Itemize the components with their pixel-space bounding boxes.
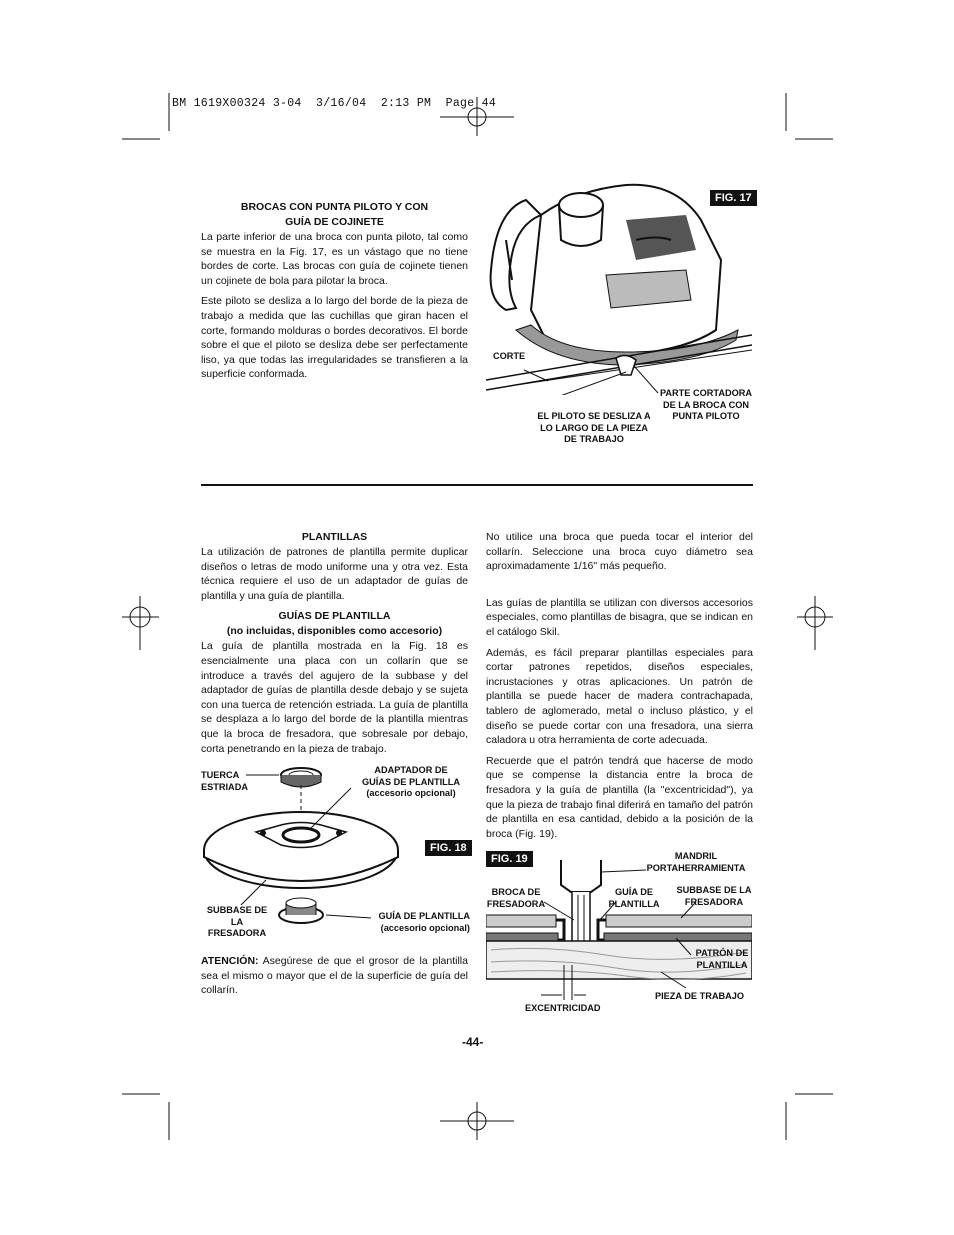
label-knurled-nut: TUERCA ESTRIADA xyxy=(201,770,248,792)
label-router-subbase: SUBBASE DE LA FRESADORA xyxy=(676,885,752,907)
label-pilot-slides: EL PILOTO SE DESLIZA A LO LARGO DE LA PIEZA DE TRABAJO xyxy=(537,411,651,444)
paragraph: La parte inferior de una broca con punta piloto, tal como se muestra en la Fig. 17, es un vástago que no tiene bordes de corte. Las brocas con guía de cojinete tienen un cojinete de bola para pilotar la broca. xyxy=(201,231,468,287)
registration-mark-right xyxy=(797,596,833,650)
printer-slug: BM 1619X00324 3-04 3/16/04 2:13 PM Page 44 xyxy=(172,97,497,110)
figure-tag: FIG. 19 xyxy=(486,851,533,867)
section-pilot-bits xyxy=(201,200,468,388)
paragraph: Este piloto se desliza a lo largo del borde de la pieza de trabajo a medida que las cuchillas que giran hacen el corte, formando molduras o bordes decorativos. El borde sobre el que el piloto se desliza debe ser perfectamente liso, ya que todas las irregularidades se transfieren a la superficie conformada. xyxy=(201,295,468,381)
attention-text: Asegúrese de que el grosor de la plantilla sea el mismo o mayor que el de la superficie de guía del collarín. xyxy=(201,955,468,997)
paragraph: No utilice una broca que pueda tocar el interior del collarín. Seleccione una broca cuyo diámetro sea aproximadamente 1/16" más pequeño. xyxy=(486,531,753,573)
attention-note xyxy=(201,954,468,998)
label-template-pattern: PATRÓN DE PLANTILLA xyxy=(695,948,749,970)
fig17-router-illustration xyxy=(486,180,752,395)
label-template-guide: GUÍA DE PLANTILLA (accesorio opcional) xyxy=(378,911,470,933)
section-divider xyxy=(201,484,753,486)
registration-mark-left xyxy=(122,596,159,650)
label-template-guide: GUÍA DE PLANTILLA xyxy=(608,887,660,909)
paragraph: Recuerde que el patrón tendrá que hacerse de modo que se compense la distancia entre la broca de fresadora y la guía de plantilla (la "excentricidad"), ya que la pieza de trabajo final diferirá en tamaño del patrón de plantilla en esa cantidad, debido a la posición de la broca (Fig. 19). xyxy=(486,754,753,840)
label-collet: MANDRIL PORTAHERRAMIENTA xyxy=(646,851,746,873)
label-cutting-part: PARTE CORTADORA DE LA BROCA CON PUNTA PILOTO xyxy=(659,388,753,421)
label-router-bit: BROCA DE FRESADORA xyxy=(486,887,546,909)
registration-mark-bottom xyxy=(440,1102,514,1140)
section-templates xyxy=(201,530,468,762)
figure-tag: FIG. 17 xyxy=(710,190,757,206)
figure-tag: FIG. 18 xyxy=(425,840,472,856)
paragraph: La guía de plantilla mostrada en la Fig. 18 es esencialmente una placa con un collarín que se introduce a través del agujero de la subbase y del adaptador de guías de plantilla desde debajo y se sujeta con una tuerca de retención estriada. La guía de plantilla se desplaza a lo largo del borde de la plantilla mientras que la broca de fresadora, que sobresale por debajo, corta penetrando en la pieza de trabajo. xyxy=(201,640,468,755)
label-corte: CORTE xyxy=(493,351,526,361)
sub-heading: GUÍAS DE PLANTILLA xyxy=(278,610,391,623)
attention-label: ATENCIÓN: xyxy=(201,955,259,967)
label-guide-adapter: ADAPTADOR DE GUÍAS DE PLANTILLA (accesorio opcional) xyxy=(362,765,460,798)
paragraph: La utilización de patrones de plantilla permite duplicar diseños o letras de modo uniforme una y otra vez. Esta técnica requiere el uso de un adaptador de guías de plantilla y una guía de plantilla. xyxy=(201,546,468,602)
section-heading: BROCAS CON PUNTA PILOTO Y CON GUÍA DE COJINETE xyxy=(240,201,429,228)
label-workpiece: PIEZA DE TRABAJO xyxy=(655,991,744,1001)
label-router-subbase: SUBBASE DE LA FRESADORA xyxy=(206,905,268,938)
section-heading: PLANTILLAS xyxy=(301,531,368,543)
right-column-text xyxy=(486,530,753,847)
fig19-offset-diagram xyxy=(486,860,752,1000)
label-offset: EXCENTRICIDAD xyxy=(525,1003,601,1013)
paragraph: Las guías de plantilla se utilizan con diversos accesorios especiales, como plantillas de bisagra, que se indican en el catálogo Skil. xyxy=(486,596,753,638)
sub-heading-note: (no incluidas, disponibles como accesorio) xyxy=(226,625,443,638)
page-number: -44- xyxy=(462,1035,484,1049)
paragraph: Además, es fácil preparar plantillas especiales para cortar patrones repetidos, diseños especiales, incrustaciones y otras aplicaciones. Un patrón de plantilla se puede hacer de madera contrachapada, tablero de aglomerado, metal o incluso plástico, y el diseño se puede cortar con una fresadora, una sierra caladora u otra herramienta de corte adecuada. xyxy=(486,646,753,747)
